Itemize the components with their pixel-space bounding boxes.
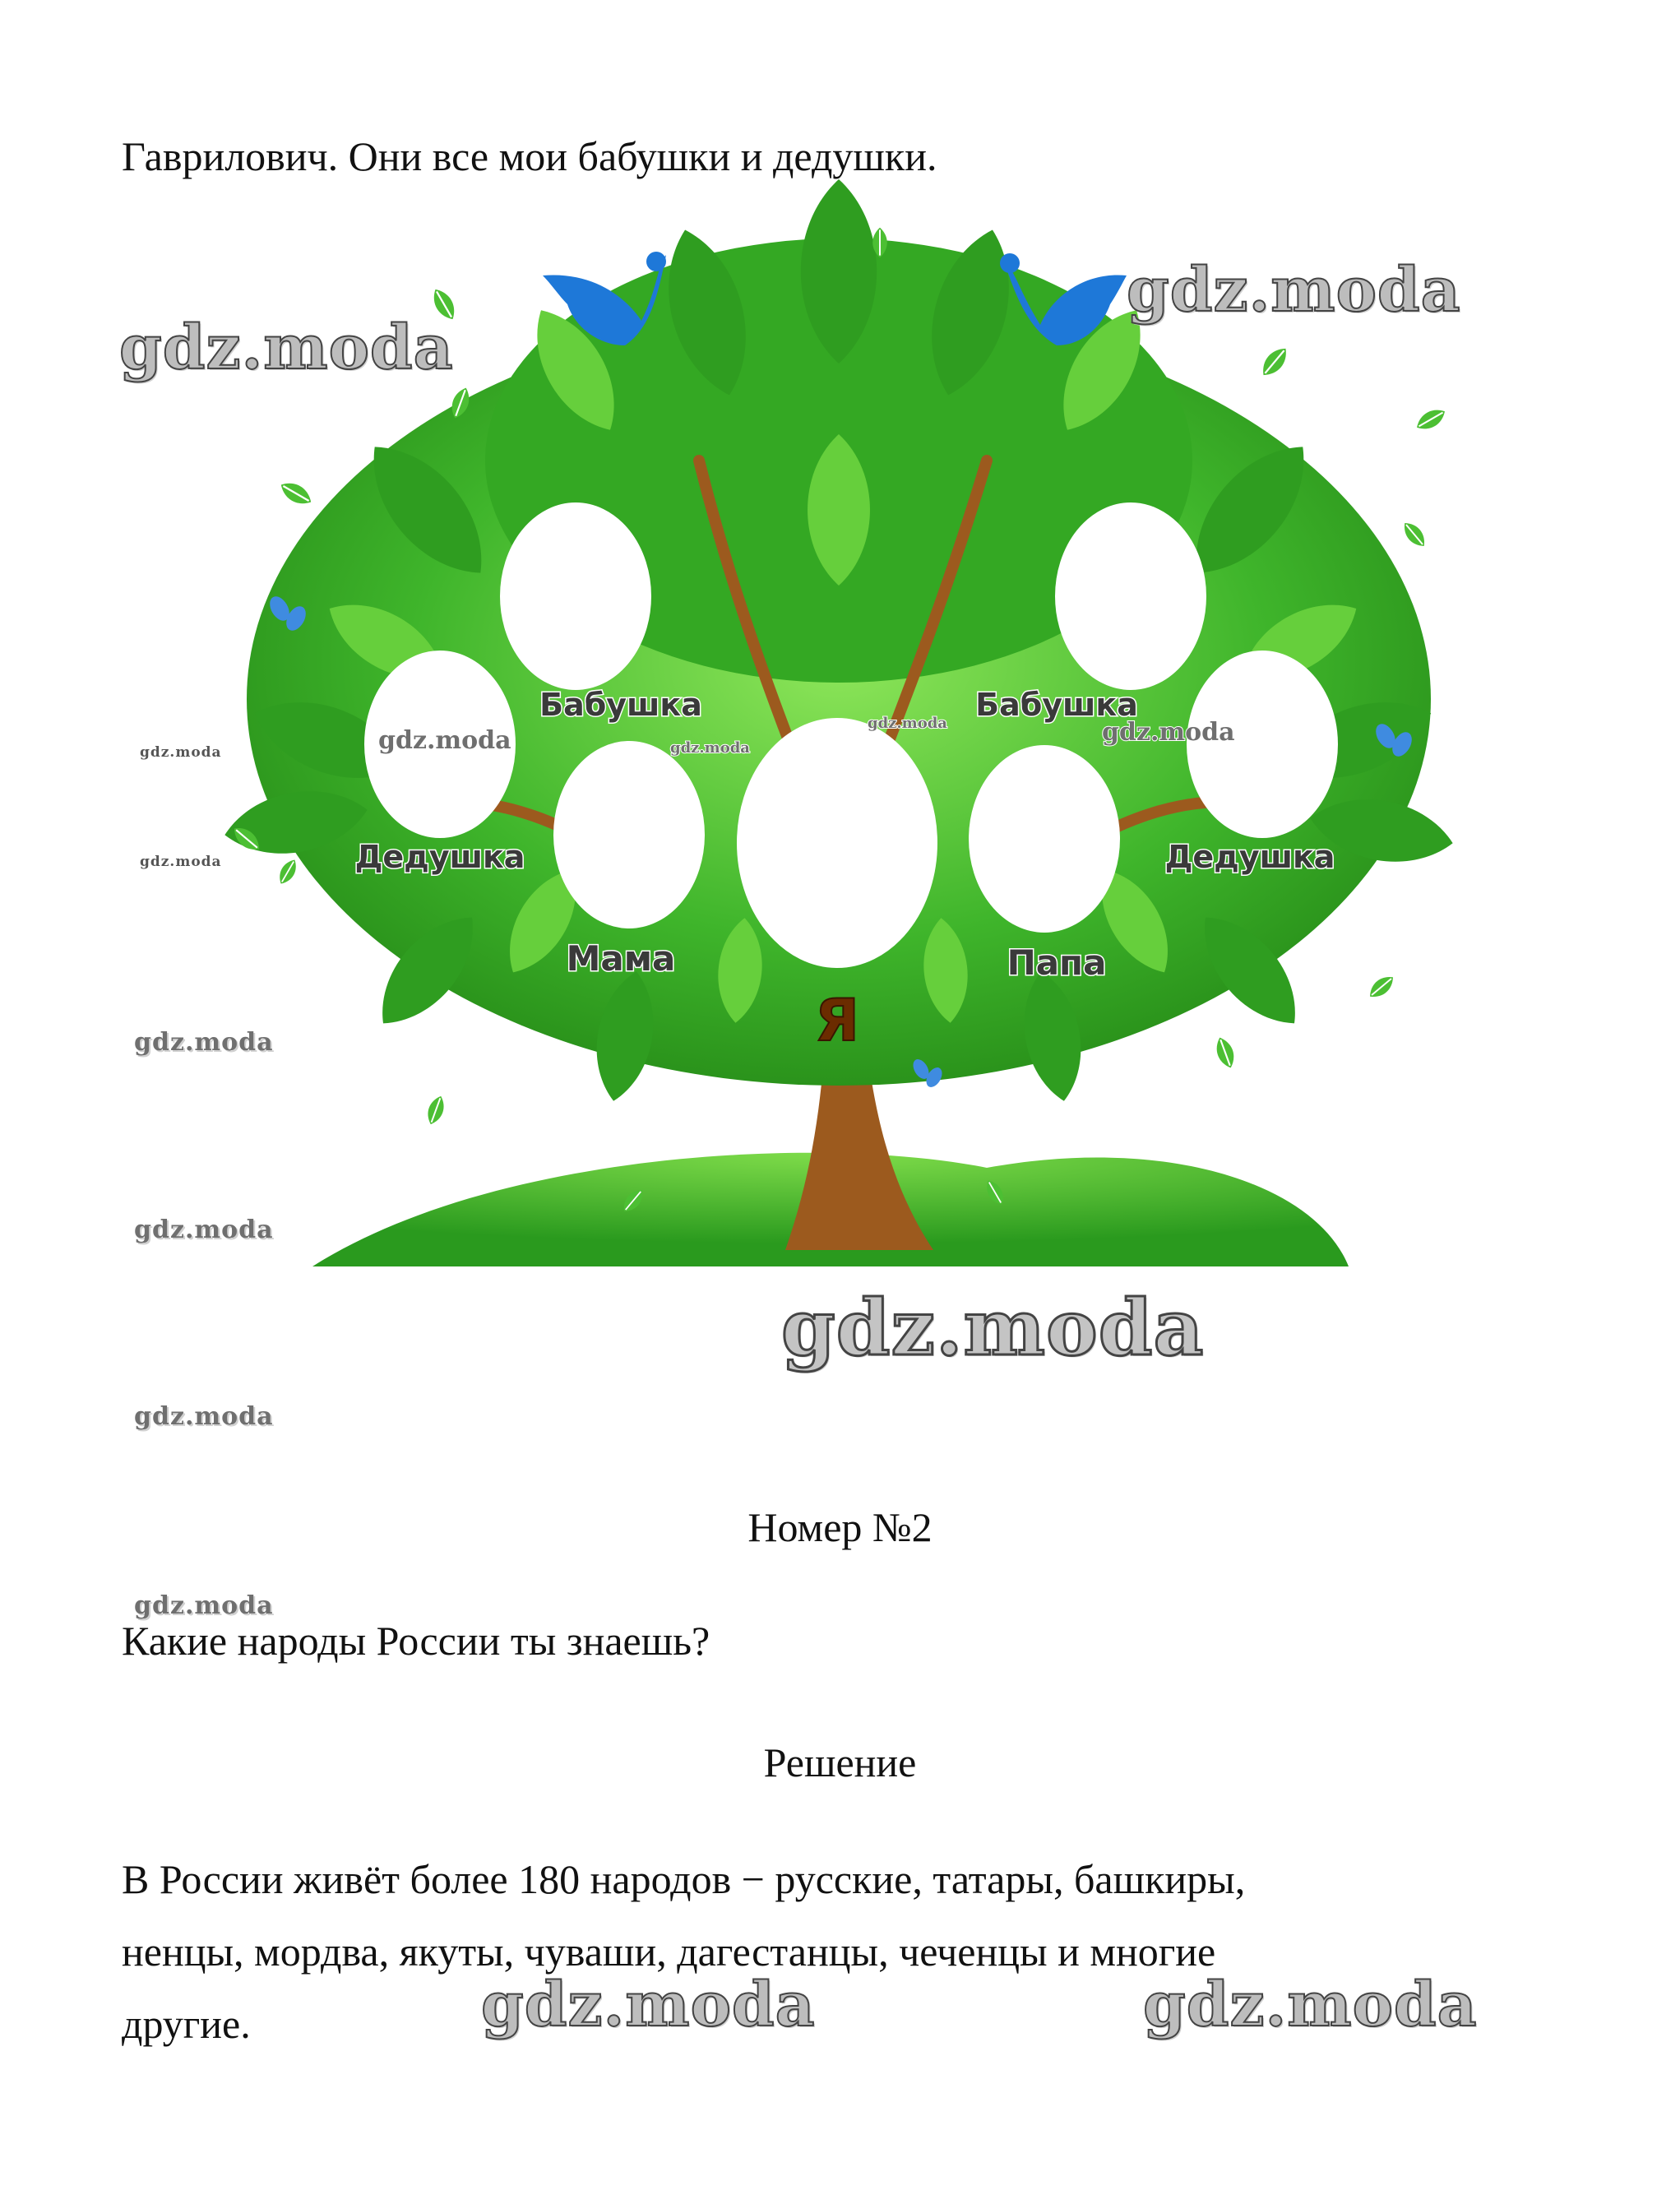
label-dad: Папа (1007, 942, 1107, 983)
frame-grandma-right (1057, 504, 1205, 688)
watermark-left-1: gdz.moda (134, 1028, 274, 1057)
frame-grandma-left (502, 504, 650, 688)
watermark-tree-1: gdz.moda (378, 726, 511, 755)
answer-line-3: другие. (122, 2001, 251, 2047)
watermark-tree-3: gdz.moda (670, 739, 750, 757)
heading-number: Номер №2 (747, 1504, 933, 1550)
watermark-left-3: gdz.moda (134, 1402, 274, 1431)
answer-line-2: ненцы, мордва, якуты, чуваши, дагестанцы, чеченцы и многие (122, 1928, 1216, 1975)
watermark-left-4: gdz.moda (134, 1591, 274, 1620)
label-grandma-right: Бабушка (975, 687, 1138, 723)
watermark-small-1: gdz.moda (140, 744, 222, 761)
answer-line-1: В России живёт более 180 народов − русские, татары, башкиры, (122, 1856, 1246, 1902)
label-grandpa-left: Дедушка (354, 839, 525, 875)
label-grandpa-right: Дедушка (1164, 839, 1335, 875)
watermark-small-2: gdz.moda (140, 854, 222, 870)
watermark-bottom-left: gdz.moda (481, 1970, 816, 2040)
text-line-top: Гаврилович. Они все мои бабушки и дедушки. (122, 133, 937, 179)
watermark-left-2: gdz.moda (134, 1215, 274, 1244)
frame-mom (555, 743, 703, 927)
solution-heading: Решение (763, 1739, 917, 1785)
frame-me (738, 720, 936, 966)
question-text: Какие народы России ты знаешь? (122, 1618, 710, 1664)
watermark-top-left: gdz.moda (119, 313, 454, 383)
watermark-tree-2: gdz.moda (1102, 718, 1235, 747)
watermark-center-large: gdz.moda (781, 1283, 1205, 1373)
watermark-bottom-right: gdz.moda (1143, 1970, 1478, 2040)
label-me: Я (815, 987, 859, 1054)
watermark-top-right: gdz.moda (1127, 255, 1461, 326)
watermark-tree-4: gdz.moda (868, 715, 947, 732)
frame-dad (970, 747, 1118, 931)
label-mom: Мама (566, 938, 676, 979)
label-grandma-left: Бабушка (539, 687, 702, 723)
